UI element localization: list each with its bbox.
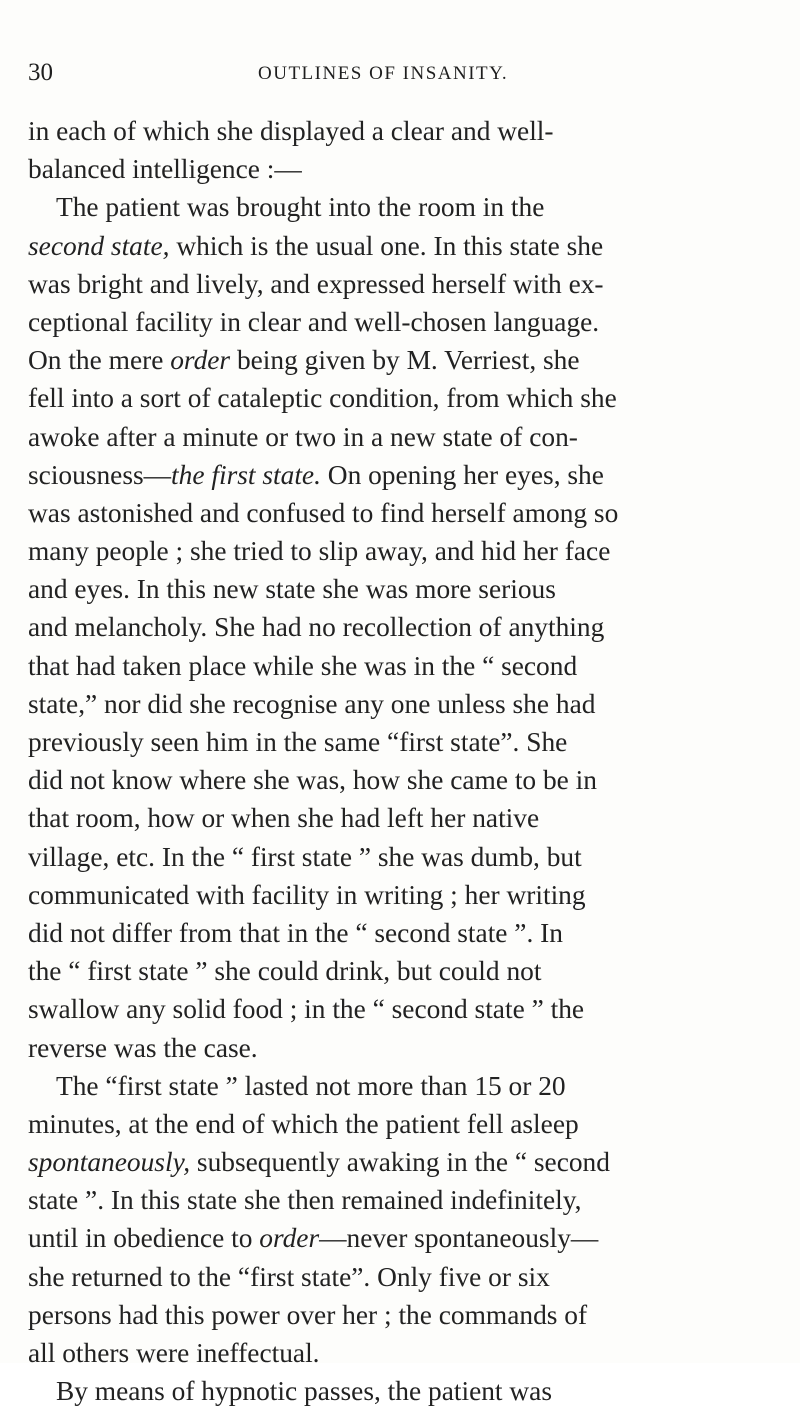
- line-text: the “ first state ” she could drink, but could not: [28, 956, 542, 987]
- text-line: [28, 1067, 740, 1105]
- line-text: state ”. In this state she then remained indefinitely,: [28, 1185, 582, 1216]
- line-text: On the mere: [28, 345, 171, 376]
- line-text: many people ; she tried to slip away, and hid her face: [28, 536, 611, 567]
- italic-text: spontaneously,: [28, 1147, 191, 1178]
- text-line: [28, 1334, 740, 1372]
- line-text-continued: subsequently awaking in the “ second: [190, 1147, 610, 1178]
- text-line: [28, 265, 740, 303]
- line-text: village, etc. In the “ first state ” she was dumb, but: [28, 841, 582, 872]
- text-line: [28, 1219, 740, 1257]
- line-text: all others were ineffectual.: [28, 1338, 320, 1368]
- italic-text: order: [170, 345, 231, 376]
- text-line: [28, 303, 740, 341]
- text-line: [28, 456, 740, 494]
- text-line: [28, 418, 740, 456]
- text-line: [28, 876, 740, 914]
- text-line: [28, 1258, 740, 1296]
- text-line: [28, 1029, 740, 1067]
- text-line: [28, 647, 740, 685]
- line-text: reverse was the case.: [28, 1032, 258, 1063]
- line-text-continued: being given by M. Verriest, she: [230, 345, 580, 376]
- text-line: [28, 914, 740, 952]
- text-line: [28, 799, 740, 837]
- text-line: [28, 1181, 740, 1219]
- line-text-continued: On opening her eyes, she: [320, 459, 604, 490]
- line-text: she returned to the “first state”. Only five or six: [28, 1261, 550, 1292]
- italic-text: the first state.: [171, 459, 321, 490]
- page-number: 30: [28, 59, 53, 86]
- line-text: sciousness—: [28, 459, 172, 490]
- line-text-continued: which is the usual one. In this state she: [169, 230, 604, 261]
- text-line: [28, 341, 740, 379]
- line-text: did not differ from that in the “ second state ”. In: [28, 917, 563, 948]
- text-line: [28, 1105, 740, 1143]
- text-line: [28, 379, 740, 417]
- text-line: [28, 570, 740, 608]
- line-text-continued: —never spontaneously—: [319, 1223, 599, 1254]
- line-text: ceptional facility in clear and well-chosen language.: [28, 306, 600, 337]
- text-line: [28, 188, 740, 226]
- line-text: that had taken place while she was in the “ second: [28, 650, 578, 681]
- line-text: and melancholy. She had no recollection of anything: [28, 612, 605, 643]
- text-line: [28, 952, 740, 990]
- line-text: swallow any solid food ; in the “ second state ” the: [28, 994, 585, 1025]
- running-title: OUTLINES OF INSANITY.: [258, 63, 509, 84]
- line-text: communicated with facility in writing ; her writing: [28, 879, 586, 910]
- text-line: [28, 608, 740, 646]
- text-line: [28, 150, 740, 188]
- line-text: that room, how or when she had left her native: [28, 803, 540, 834]
- text-line: [28, 1296, 740, 1334]
- line-text: did not know where she was, how she came to be in: [28, 765, 597, 796]
- italic-text: order: [259, 1223, 320, 1254]
- line-text: in each of which she displayed a clear and well-: [28, 116, 554, 146]
- line-text: The patient was brought into the room in the: [56, 192, 545, 223]
- text-line: [28, 761, 740, 799]
- line-text: fell into a sort of cataleptic condition, from which she: [28, 383, 617, 414]
- line-text: was bright and lively, and expressed herself with ex-: [28, 268, 604, 299]
- italic-text: second state,: [28, 230, 170, 261]
- text-line: [28, 990, 740, 1028]
- text-line: [28, 227, 740, 265]
- text-line: [28, 723, 740, 761]
- line-text: The “first state ” lasted not more than 15 or 20: [56, 1070, 566, 1101]
- page-header: [28, 58, 740, 90]
- line-text: until in obedience to: [28, 1223, 260, 1254]
- text-line: [28, 685, 740, 723]
- text-line: [28, 494, 740, 532]
- text-line: [28, 532, 740, 570]
- text-line: [28, 1372, 740, 1410]
- text-line: [28, 112, 740, 150]
- text-line: [28, 838, 740, 876]
- line-text: minutes, at the end of which the patient fell asleep: [28, 1108, 579, 1139]
- line-text: was astonished and confused to find herself among so: [28, 497, 619, 528]
- line-text: balanced intelligence :—: [28, 154, 302, 185]
- line-text: persons had this power over her ; the commands of: [28, 1299, 588, 1330]
- text-line: [28, 1143, 740, 1181]
- line-text: awoke after a minute or two in a new state of con-: [28, 421, 578, 452]
- line-text: and eyes. In this new state she was more serious: [28, 574, 556, 605]
- line-text: state,” nor did she recognise any one unless she had: [28, 688, 596, 719]
- body-text: [28, 112, 740, 1410]
- line-text: By means of hypnotic passes, the patient was: [56, 1376, 552, 1407]
- line-text: previously seen him in the same “first state”. She: [28, 727, 568, 757]
